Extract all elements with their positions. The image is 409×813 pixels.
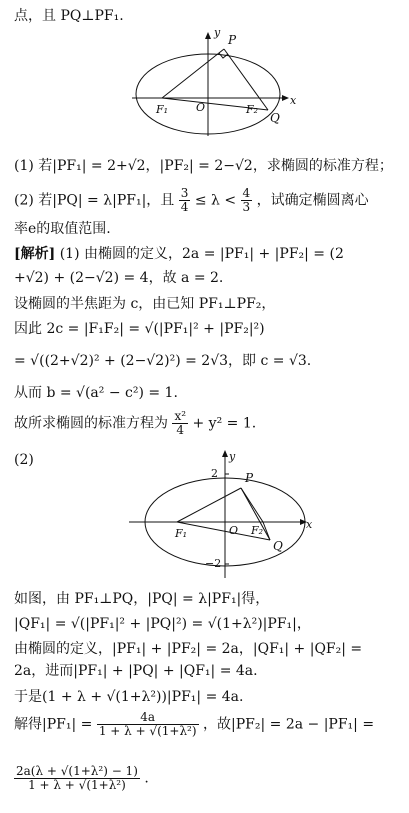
segment-pq: [224, 49, 268, 110]
question-2-end: ，试确定椭圆离心: [256, 192, 369, 209]
y-axis-arrow-1: [205, 32, 211, 39]
part2-line-5: 于是(1 + λ + √(1+λ²))|PF₁| = 4a.: [14, 689, 244, 705]
analysis-line-1: [14, 244, 344, 264]
fraction-pf1: [97, 711, 199, 738]
part2-line-4: 2a，进而|PF₁| + |PQ| + |QF₁| = 4a.: [14, 663, 258, 679]
x-label-2: x: [306, 518, 313, 531]
fraction-num: 3: [180, 186, 189, 200]
fraction-x2-over-4: [172, 410, 188, 437]
solve-intro: 解得|PF₁| =: [14, 716, 93, 733]
equation-rest: + y² = 1.: [192, 415, 257, 432]
fraction-den: 4: [180, 200, 189, 214]
segment-pf1: [162, 49, 224, 98]
analysis-tag: [解析]: [14, 246, 56, 262]
fraction-num: 2a(λ + √(1+λ²) − 1): [16, 764, 138, 778]
o-label-2: O: [229, 524, 239, 537]
x-label-1: x: [290, 94, 297, 107]
final-period: .: [144, 770, 149, 787]
f1-label-1: F₁: [156, 103, 169, 116]
x-axis-arrow-1: [282, 95, 289, 101]
solve-rest: ，故|PF₂| = 2a − |PF₁| =: [203, 716, 375, 733]
tick-label-neg2: −2: [205, 557, 222, 570]
fraction-pf2: [14, 765, 140, 792]
y-axis-arrow-2: [222, 450, 228, 457]
question-2-start: (2) 若|PQ| = λ|PF₁|，且: [14, 192, 175, 209]
part2-line-2: |QF₁| = √(|PF₁|² + |PQ|²) = √(1+λ²)|PF₁|，: [14, 616, 311, 632]
question-2: [14, 187, 369, 214]
o-label-1: O: [196, 101, 206, 114]
analysis-line-3: 设椭圆的半焦距为 c，由已知 PF₁⊥PF₂，: [14, 296, 276, 312]
q-label-2: Q: [273, 539, 283, 553]
fraction-num: 4a: [97, 711, 199, 725]
segment-pf2-2: [241, 488, 263, 522]
part2-line-1: 如图，由 PF₁⊥PQ，|PQ| = λ|PF₁|得，: [14, 591, 270, 607]
y-label-1: y: [214, 26, 221, 39]
f2-label-1: F₂: [246, 103, 259, 116]
fraction-den: 4: [176, 423, 185, 437]
p-label-1: P: [228, 33, 237, 47]
analysis-line-6: 从而 b = √(a² − c²) = 1.: [14, 385, 178, 401]
f2-label-2: F₂: [251, 524, 264, 537]
fraction-num: 4: [242, 186, 251, 200]
analysis-line-2: +√2) + (2−√2) = 4，故 a = 2.: [14, 270, 224, 286]
fraction-num: x²: [174, 409, 187, 423]
right-angle-mark: [219, 53, 228, 58]
segment-f2q-2: [263, 522, 270, 540]
question-2-cont: 率e的取值范围.: [14, 221, 111, 237]
question-1: (1) 若|PF₁| = 2+√2，|PF₂| = 2−√2，求椭圆的标准方程；: [14, 158, 393, 174]
part2-line-7: [14, 765, 149, 792]
y-label-2: y: [229, 450, 236, 463]
tick-label-2: 2: [211, 467, 218, 480]
analysis-line-4: 因此 2c = |F₁F₂| = √(|PF₁|² + |PF₂|²): [14, 321, 265, 337]
part-2-tag: (2): [14, 452, 34, 468]
segment-pf1-2: [177, 488, 241, 522]
analysis-line-5: = √((2+√2)² + (2−√2)²) = 2√3，即 c = √3.: [14, 353, 312, 369]
fraction-three-fourths: [179, 187, 191, 214]
f1-label-2: F₁: [175, 527, 188, 540]
fraction-den: 3: [242, 200, 251, 214]
fraction-den: 1 + λ + √(1+λ²): [28, 778, 126, 792]
part2-line-6: [14, 711, 374, 738]
part2-line-3: 由椭圆的定义，|PF₁| + |PF₂| = 2a，|QF₁| + |QF₂| =: [14, 641, 363, 657]
analysis-line-7: [14, 410, 256, 437]
question-2-mid: ≤ λ <: [194, 192, 237, 209]
equation-intro: 故所求椭圆的标准方程为: [14, 415, 168, 432]
intro-line: 点，且 PQ⊥PF₁.: [14, 8, 124, 24]
analysis-text-1: (1) 由椭圆的定义，2a = |PF₁| + |PF₂| = (2: [59, 246, 344, 262]
p-label-2: P: [245, 471, 254, 485]
ellipse-figure-2: [125, 440, 315, 580]
fraction-four-thirds: [241, 187, 253, 214]
ellipse-figure-1: [130, 24, 300, 139]
fraction-den: 1 + λ + √(1+λ²): [98, 724, 197, 738]
q-label-1: Q: [270, 111, 280, 125]
